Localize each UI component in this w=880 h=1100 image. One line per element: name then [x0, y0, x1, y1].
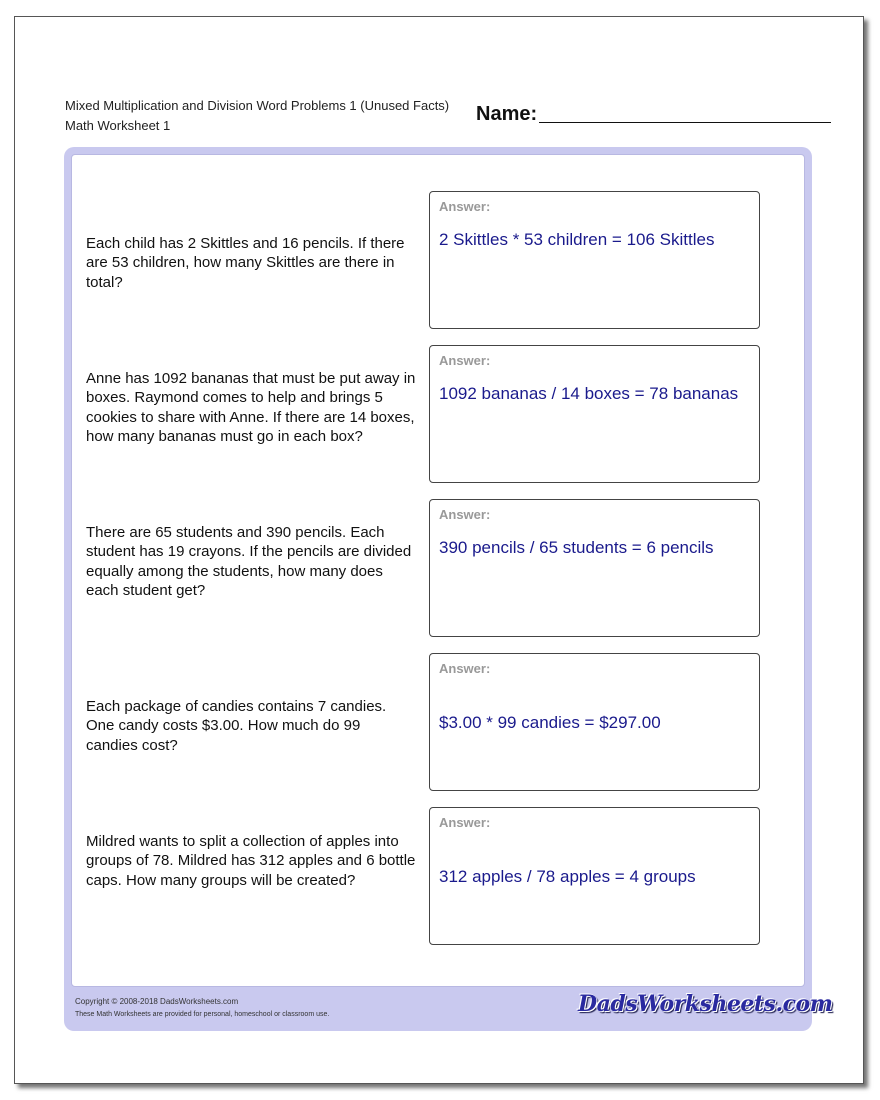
problem-2-answer-box [429, 345, 760, 483]
problem-2-answer: 1092 bananas / 14 boxes = 78 bananas [439, 384, 739, 403]
problem-1-answer: 2 Skittles * 53 children = 106 Skittles [439, 230, 715, 249]
problem-1-answer-box [429, 191, 760, 329]
problem-5-answer-box [429, 807, 760, 945]
name-label: Name: [476, 103, 538, 125]
problem-2-question: Anne has 1092 bananas that must be put away in boxes. Raymond comes to help and brings 5 cookies to share with Anne. If there are 14 boxes, how many bananas must go in each box? [86, 370, 416, 445]
name-line [539, 122, 831, 123]
worksheet-subtitle: Math Worksheet 1 [65, 118, 171, 133]
problem-3-answer: 390 pencils / 65 students = 6 pencils [439, 538, 714, 557]
answer-label: Answer: [439, 199, 491, 214]
problem-4-answer: $3.00 * 99 candies = $297.00 [439, 713, 661, 732]
problem-5-answer: 312 apples / 78 apples = 4 groups [439, 867, 696, 886]
problem-5-question: Mildred wants to split a collection of apples into groups of 78. Mildred has 312 apples and 6 bottle caps. How many groups will be created? [86, 833, 416, 889]
dadsworksheets-logo: DadsWorksheets.com [578, 991, 833, 1017]
answer-label: Answer: [439, 661, 491, 676]
answer-label: Answer: [439, 815, 491, 830]
copyright-text: Copyright © 2008-2018 DadsWorksheets.com [75, 997, 239, 1006]
problem-3-question: There are 65 students and 390 pencils. Each student has 19 crayons. If the pencils are divided equally among the students, how many does each student get? [86, 524, 412, 599]
problems-panel [71, 154, 805, 987]
worksheet-page [14, 16, 864, 1084]
answer-label: Answer: [439, 353, 491, 368]
problems-frame [64, 147, 833, 1031]
answer-label: Answer: [439, 507, 491, 522]
problem-4-answer-box [429, 653, 760, 791]
problem-3-answer-box [429, 499, 760, 637]
usage-note: These Math Worksheets are provided for personal, homeschool or classroom use. [75, 1011, 330, 1018]
problem-1-question: Each child has 2 Skittles and 16 pencils. If there are 53 children, how many Skittles are there in total? [86, 235, 405, 291]
worksheet-title: Mixed Multiplication and Division Word Problems 1 (Unused Facts) [65, 98, 450, 113]
problem-4-question: Each package of candies contains 7 candies. One candy costs $3.00. How much do 99 candies cost? [86, 698, 387, 754]
